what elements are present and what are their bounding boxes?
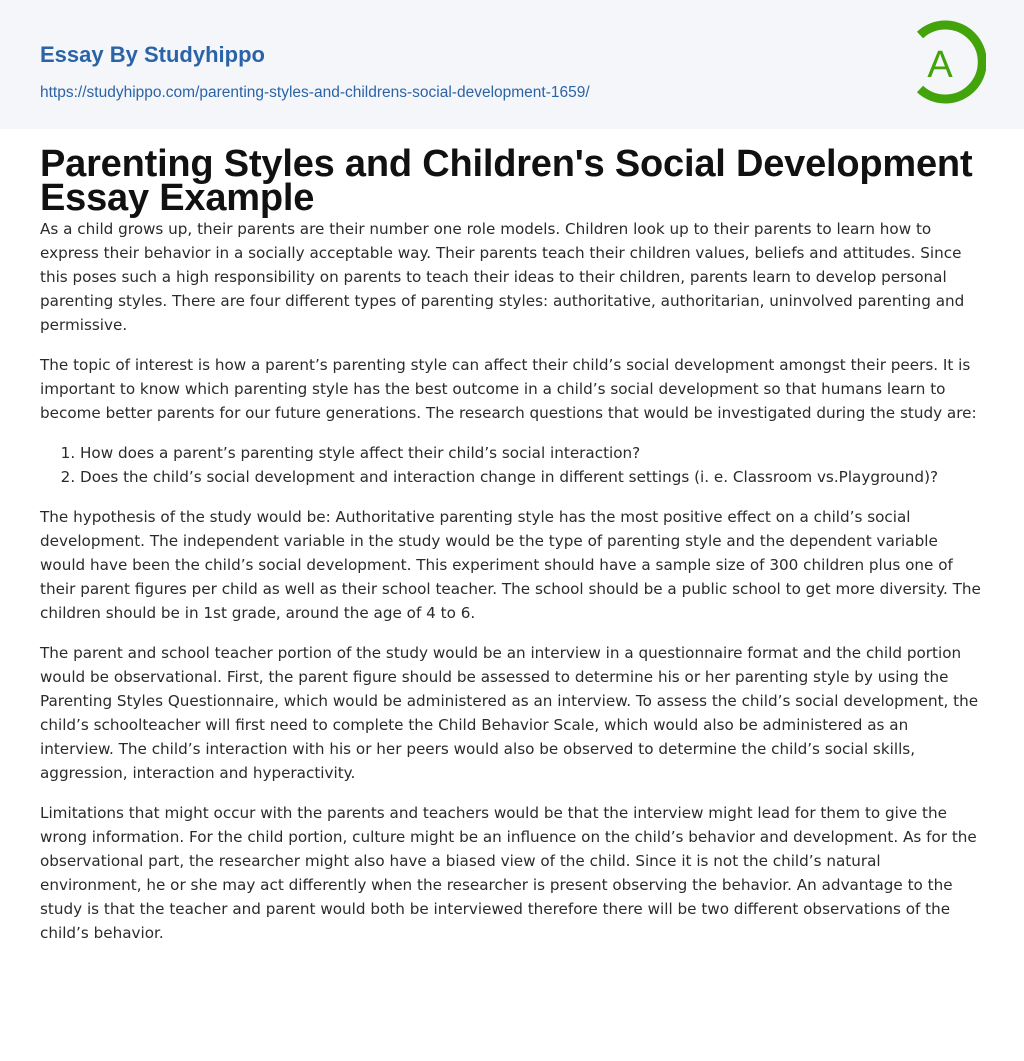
paragraph: The parent and school teacher portion of the study would be an interview in a questionnaire format and the child portion would be observational. First, the parent figure should be assessed to determine his or her parenting style by using the Parenting Styles Questionnaire, which would be administered as an interview. To assess the child’s social development, the child’s schoolteacher will first need to complete the Child Behavior Scale, which would also be administered as an interview. The child’s interaction with his or her peers would also be observed to determine the child’s social skills, aggression, interaction and hyperactivity.: [40, 644, 979, 782]
research-questions-list: [40, 441, 984, 489]
paragraph: As a child grows up, their parents are their number one role models. Children look up to their parents to learn how to express their behavior in a socially acceptable way. Their parents teach their children values, beliefs and attitudes. Since this poses such a high responsibility on parents to teach their ideas to their children, parents learn to develop personal parenting styles. There are four different types of parenting styles: authoritative, authoritarian, uninvolved parenting and permissive.: [40, 220, 965, 334]
list-item: 2. Does the child’s social development and interaction change in different settings (i. e. Classroom vs.Playground)?: [80, 465, 984, 489]
essay-url-link[interactable]: https://studyhippo.com/parenting-styles-and-childrens-social-development-1659/: [40, 84, 590, 101]
page-title: Parenting Styles and Children's Social Development Essay Example: [40, 143, 973, 219]
paragraph: The topic of interest is how a parent’s parenting style can affect their child’s social development amongst their peers. It is important to know which parenting style has the best outcome in a child’s social development so that humans learn to become better parents for our future generations. The research questions that would be investigated during the study are:: [40, 356, 977, 422]
paragraph: The hypothesis of the study would be: Authoritative parenting style has the most positive effect on a child’s social development. The independent variable in the study would be the type of parenting style and the dependent variable would have been the child’s social development. This experiment should have a sample size of 300 children plus one of their parent figures per child as well as their school teacher. The school should be a public school to get more diversity. The children should be in 1st grade, around the age of 4 to 6.: [40, 508, 981, 622]
site-header: [0, 0, 1024, 129]
site-name[interactable]: Essay By Studyhippo: [40, 42, 265, 67]
studyhippo-logo-icon[interactable]: [912, 19, 986, 105]
paragraph: Limitations that might occur with the parents and teachers would be that the interview might lead for them to give the wrong information. For the child portion, culture might be an influence on the child’s behavior and development. As for the observational part, the researcher might also have a biased view of the child. Since it is not the child’s natural environment, he or she may act differently when the researcher is present observing the behavior. An advantage to the study is that the teacher and parent would both be interviewed therefore there will be two different observations of the child’s behavior.: [40, 804, 977, 942]
logo-letter: A: [927, 44, 953, 86]
article: [0, 129, 1024, 945]
list-item: 1. How does a parent’s parenting style affect their child’s social interaction?: [80, 441, 984, 465]
